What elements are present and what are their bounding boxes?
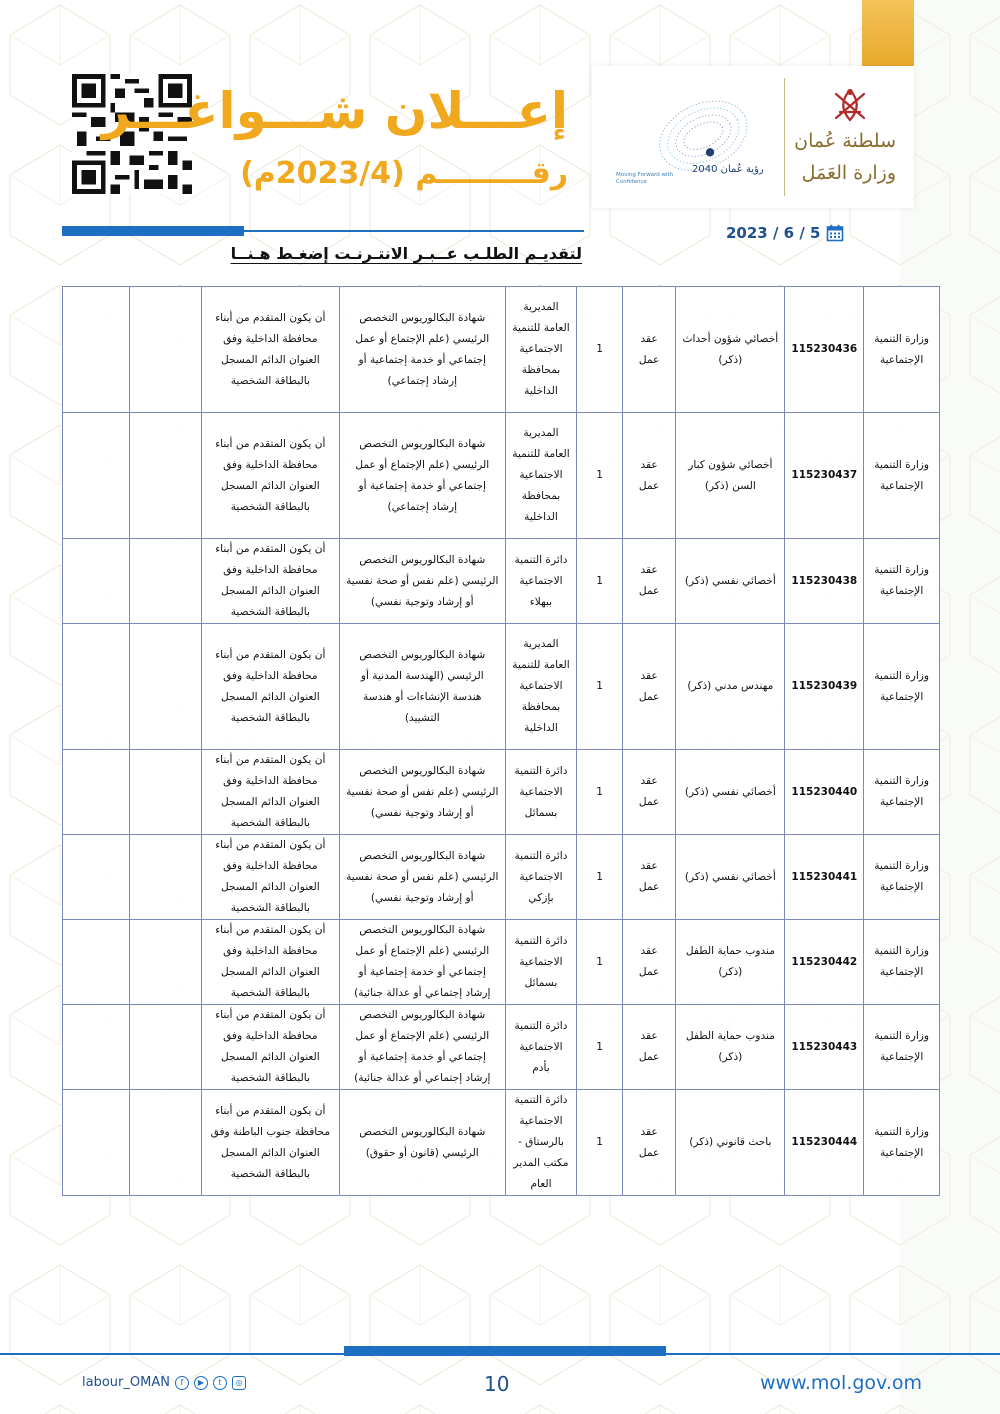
logo-divider <box>784 78 785 196</box>
empty-cell <box>63 1090 130 1196</box>
vacancy-count-cell: 1 <box>577 539 622 624</box>
vacancy-count-cell: 1 <box>577 1005 622 1090</box>
condition-cell: أن يكون المتقدم من أبناء محافظة الداخلية وفق العنوان الدائم المسجل بالبطاقة الشخصية <box>201 750 339 835</box>
empty-cell <box>63 920 130 1005</box>
empty-cell <box>129 750 201 835</box>
qualification-cell: شهادة البكالوريوس التخصص الرئيسي (علم الإجتماع أو عمل إجتماعي أو خدمة إجتماعية أو إرشاد إجتماعي أو عدالة جنائية) <box>340 920 505 1005</box>
qualification-cell: شهادة البكالوريوس التخصص الرئيسي (علم الإجتماع أو عمل إجتماعي أو خدمة إجتماعية أو إرشاد إجتماعي) <box>340 413 505 539</box>
contract-type-cell: عقد عمل <box>622 1090 676 1196</box>
vacancy-count-cell: 1 <box>577 920 622 1005</box>
job-code-cell: 115230442 <box>785 920 864 1005</box>
work-location-cell: دائرة التنمية الاجتماعية بأدم <box>505 1005 577 1090</box>
qualification-cell: شهادة البكالوريوس التخصص الرئيسي (علم الإجتماع أو عمل إجتماعي أو خدمة إجتماعية أو إرشاد إجتماعي) <box>340 287 505 413</box>
vacancy-count-cell: 1 <box>577 835 622 920</box>
vision-tagline: Moving Forward with Confidence <box>616 172 674 185</box>
entity-cell: وزارة التنمية الإجتماعية <box>864 920 940 1005</box>
announcement-date <box>726 224 844 242</box>
work-location-cell: دائرة التنمية الاجتماعية ببهلاء <box>505 539 577 624</box>
condition-cell: أن يكون المتقدم من أبناء محافظة الداخلية وفق العنوان الدائم المسجل بالبطاقة الشخصية <box>201 920 339 1005</box>
vacancies-table <box>62 286 940 1196</box>
qualification-cell: شهادة البكالوريوس التخصص الرئيسي (علم نفس أو صحة نفسية أو إرشاد وتوجية نفسي) <box>340 539 505 624</box>
oman-emblem <box>830 84 870 124</box>
table-row <box>63 835 940 920</box>
work-location-cell: المديرية العامة للتنمية الاجتماعية بمحافظة الداخلية <box>505 287 577 413</box>
empty-cell <box>63 750 130 835</box>
contract-type-cell: عقد عمل <box>622 413 676 539</box>
job-title-cell: مندوب حماية الطفل (ذكر) <box>676 1005 785 1090</box>
empty-cell <box>63 539 130 624</box>
job-code-cell: 115230441 <box>785 835 864 920</box>
twitter-icon[interactable]: t <box>213 1376 227 1390</box>
entity-cell: وزارة التنمية الإجتماعية <box>864 287 940 413</box>
entity-cell: وزارة التنمية الإجتماعية <box>864 1090 940 1196</box>
contract-type-cell: عقد عمل <box>622 920 676 1005</box>
empty-cell <box>129 539 201 624</box>
table-row <box>63 1005 940 1090</box>
entity-cell: وزارة التنمية الإجتماعية <box>864 835 940 920</box>
vision-text: رؤية عُمان 2040 <box>692 164 764 175</box>
social-links <box>82 1375 246 1390</box>
qualification-cell: شهادة البكالوريوس التخصص الرئيسي (علم نفس أو صحة نفسية أو إرشاد وتوجية نفسي) <box>340 750 505 835</box>
job-title-cell: مندوب حماية الطفل (ذكر) <box>676 920 785 1005</box>
vacancy-count-cell: 1 <box>577 750 622 835</box>
apply-online-link[interactable]: لتقديـم الطلـب عــبـر الانتـرنـت إضغـط هـنــا <box>230 244 582 263</box>
empty-cell <box>63 413 130 539</box>
calendar-icon <box>826 224 844 242</box>
footer-accent-bar <box>344 1346 666 1356</box>
social-handle[interactable]: labour_OMAN <box>82 1375 170 1390</box>
header-divider <box>244 230 584 232</box>
table-row <box>63 750 940 835</box>
condition-cell: أن يكون المتقدم من أبناء محافظة الداخلية وفق العنوان الدائم المسجل بالبطاقة الشخصية <box>201 539 339 624</box>
vacancy-count-cell: 1 <box>577 624 622 750</box>
table-row <box>63 1090 940 1196</box>
ministry-name-line-2: وزارة العَمَل <box>801 162 896 184</box>
qualification-cell: شهادة البكالوريوس التخصص الرئيسي (علم نفس أو صحة نفسية أو إرشاد وتوجية نفسي) <box>340 835 505 920</box>
facebook-icon[interactable]: f <box>175 1376 189 1390</box>
empty-cell <box>63 1005 130 1090</box>
condition-cell: أن يكون المتقدم من أبناء محافظة الداخلية وفق العنوان الدائم المسجل بالبطاقة الشخصية <box>201 413 339 539</box>
table-row <box>63 539 940 624</box>
announcement-number: رقـــــــــم (2023/4م) <box>240 156 568 191</box>
entity-cell: وزارة التنمية الإجتماعية <box>864 1005 940 1090</box>
job-code-cell: 115230438 <box>785 539 864 624</box>
table-row <box>63 287 940 413</box>
table-row <box>63 920 940 1005</box>
qualification-cell: شهادة البكالوريوس التخصص الرئيسي (علم الإجتماع أو عمل إجتماعي أو خدمة إجتماعية أو إرشاد إجتماعي أو عدالة جنائية) <box>340 1005 505 1090</box>
vacancy-count-cell: 1 <box>577 1090 622 1196</box>
work-location-cell: دائرة التنمية الاجتماعية بسمائل <box>505 920 577 1005</box>
job-code-cell: 115230444 <box>785 1090 864 1196</box>
condition-cell: أن يكون المتقدم من أبناء محافظة الداخلية وفق العنوان الدائم المسجل بالبطاقة الشخصية <box>201 287 339 413</box>
job-code-cell: 115230440 <box>785 750 864 835</box>
table-row <box>63 413 940 539</box>
job-code-cell: 115230439 <box>785 624 864 750</box>
empty-cell <box>63 287 130 413</box>
empty-cell <box>129 920 201 1005</box>
contract-type-cell: عقد عمل <box>622 624 676 750</box>
entity-cell: وزارة التنمية الإجتماعية <box>864 413 940 539</box>
job-title-cell: أخصائي نفسي (ذكر) <box>676 835 785 920</box>
empty-cell <box>129 835 201 920</box>
website-link[interactable]: www.mol.gov.om <box>760 1372 922 1394</box>
qualification-cell: شهادة البكالوريوس التخصص الرئيسي (الهندسة المدنية أو هندسة الإنشاءات أو هندسة التشييد) <box>340 624 505 750</box>
work-location-cell: دائرة التنمية الاجتماعية بسمائل <box>505 750 577 835</box>
contract-type-cell: عقد عمل <box>622 539 676 624</box>
job-code-cell: 115230436 <box>785 287 864 413</box>
empty-cell <box>129 1005 201 1090</box>
ministry-name-line-1: سلطنة عُمان <box>794 130 896 152</box>
logo-panel <box>592 66 914 208</box>
youtube-icon[interactable]: ▶ <box>194 1376 208 1390</box>
date-text: 2023 / 6 / 5 <box>726 224 821 242</box>
work-location-cell: المديرية العامة للتنمية الاجتماعية بمحافظة الداخلية <box>505 413 577 539</box>
page-title: إعـــلان شـــواغـــر <box>101 82 568 140</box>
job-title-cell: أخصائي شؤون أحداث (ذكر) <box>676 287 785 413</box>
empty-cell <box>129 624 201 750</box>
entity-cell: وزارة التنمية الإجتماعية <box>864 539 940 624</box>
job-code-cell: 115230437 <box>785 413 864 539</box>
job-title-cell: أخصائي نفسي (ذكر) <box>676 539 785 624</box>
condition-cell: أن يكون المتقدم من أبناء محافظة الداخلية وفق العنوان الدائم المسجل بالبطاقة الشخصية <box>201 624 339 750</box>
entity-cell: وزارة التنمية الإجتماعية <box>864 750 940 835</box>
empty-cell <box>129 413 201 539</box>
condition-cell: أن يكون المتقدم من أبناء محافظة الداخلية وفق العنوان الدائم المسجل بالبطاقة الشخصية <box>201 835 339 920</box>
work-location-cell: المديرية العامة للتنمية الاجتماعية بمحافظة الداخلية <box>505 624 577 750</box>
job-title-cell: أخصائي شؤون كبار السن (ذكر) <box>676 413 785 539</box>
instagram-icon[interactable]: ◎ <box>232 1376 246 1390</box>
page-number: 10 <box>484 1372 510 1396</box>
contract-type-cell: عقد عمل <box>622 750 676 835</box>
empty-cell <box>129 1090 201 1196</box>
vacancies-table-body <box>63 287 940 1196</box>
vacancy-count-cell: 1 <box>577 287 622 413</box>
job-title-cell: باحث قانوني (ذكر) <box>676 1090 785 1196</box>
job-title-cell: أخصائي نفسي (ذكر) <box>676 750 785 835</box>
condition-cell: أن يكون المتقدم من أبناء محافظة الداخلية وفق العنوان الدائم المسجل بالبطاقة الشخصية <box>201 1005 339 1090</box>
entity-cell: وزارة التنمية الإجتماعية <box>864 624 940 750</box>
vacancy-count-cell: 1 <box>577 413 622 539</box>
empty-cell <box>63 835 130 920</box>
qualification-cell: شهادة البكالوريوس التخصص الرئيسي (قانون أو حقوق) <box>340 1090 505 1196</box>
gold-accent-strip <box>862 0 914 66</box>
contract-type-cell: عقد عمل <box>622 835 676 920</box>
work-location-cell: دائرة التنمية الاجتماعية بالرستاق - مكتب المدير العام <box>505 1090 577 1196</box>
work-location-cell: دائرة التنمية الاجتماعية بإزكي <box>505 835 577 920</box>
job-code-cell: 115230443 <box>785 1005 864 1090</box>
condition-cell: أن يكون المتقدم من أبناء محافظة جنوب الباطنة وفق العنوان الدائم المسجل بالبطاقة الشخصية <box>201 1090 339 1196</box>
table-row <box>63 624 940 750</box>
job-title-cell: مهندس مدني (ذكر) <box>676 624 785 750</box>
contract-type-cell: عقد عمل <box>622 1005 676 1090</box>
contract-type-cell: عقد عمل <box>622 287 676 413</box>
empty-cell <box>63 624 130 750</box>
header-accent-bar <box>62 226 244 236</box>
empty-cell <box>129 287 201 413</box>
